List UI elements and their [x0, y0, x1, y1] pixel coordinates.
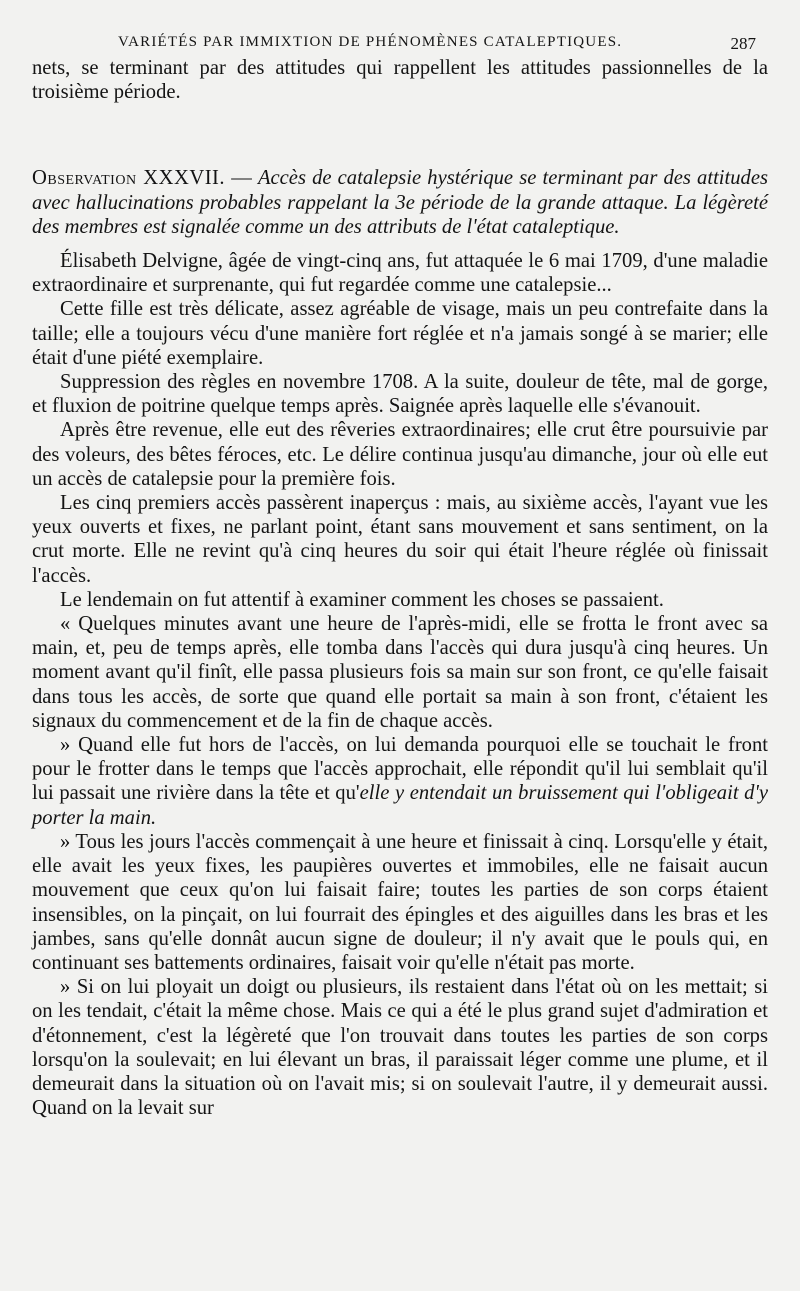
spacer	[32, 239, 768, 249]
paragraph-text: » Quand elle fut hors de l'accès, on lui demanda pourquoi elle se touchait le front pour le frotter dans le temps que l'accès approchait, elle répondit qu'il lui semblait qu'il lui passait une rivière dans la tête et qu'	[32, 734, 768, 805]
running-head: VARIÉTÉS PAR IMMIXTION DE PHÉNOMÈNES CATALEPTIQUES.	[118, 34, 623, 50]
observation-title: Observation XXXVII.	[32, 167, 226, 190]
paragraph: « Quelques minutes avant une heure de l'après-midi, elle se frotta le front avec sa main, et, peu de temps après, elle tomba dans l'accès qui dura jusqu'à cinq heures. Un moment avant qu'il finît, elle passa plusieurs fois sa main sur son front, ce qu'elle faisait dans tous les accès, de sorte que quand elle portait sa main à son front, c'étaient les signaux du commencement et de la fin de chaque accès.	[32, 613, 768, 732]
spacer	[32, 104, 768, 166]
page-header	[32, 28, 768, 56]
paragraph-continued: nets, se terminant par des attitudes qui rappellent les attitudes passionnelles de la troisième période.	[32, 57, 768, 104]
paragraph-italic-text: elle y entendait un bruissement qui l'obligeait d'y porter la main.	[32, 782, 768, 829]
observation-dash: —	[225, 167, 258, 190]
paragraph: Cette fille est très délicate, assez agréable de visage, mais un peu contrefaite dans la taille; elle a toujours vécu d'une manière fort réglée et n'a jamais songé à se marier; elle était d'une piété exemplaire.	[32, 298, 768, 369]
paragraph: Suppression des règles en novembre 1708. A la suite, douleur de tête, mal de gorge, et fluxion de poitrine quelque temps après. Saignée après laquelle elle s'évanouit.	[32, 371, 768, 418]
page-number: 287	[730, 34, 756, 53]
paragraph: Après être revenue, elle eut des rêveries extraordinaires; elle crut être poursuivie par des voleurs, des bêtes féroces, etc. Le délire continua jusqu'au dimanche, jour où elle eut un accès de catalepsie pour la première fois.	[32, 419, 768, 490]
paragraph: » Si on lui ployait un doigt ou plusieurs, ils restaient dans l'état où on les mettait; si on les tendait, c'était la même chose. Mais ce qui a été le plus grand sujet d'admiration et d'étonnement, c'est la légèreté que l'on trouvait dans toutes les parties de son corps lorsqu'on la soulevait; en lui élevant un bras, il paraissait léger comme une plume, et il demeurait dans la situation où on l'avait mis; si on soulevait l'autre, il y demeurait aussi. Quand on la levait sur	[32, 976, 768, 1120]
paragraph: Élisabeth Delvigne, âgée de vingt-cinq ans, fut attaquée le 6 mai 1709, d'une maladie extraordinaire et surprenante, qui fut regardée comme une catalepsie...	[32, 250, 768, 297]
observation-description: Accès de catalepsie hystérique se terminant par des attitudes avec hallucinations probables rappelant la 3e période de la grande attaque. La légèreté des membres est signalée comme un des attributs de l'état cataleptique.	[32, 167, 768, 238]
paragraph: Le lendemain on fut attentif à examiner comment les choses se passaient.	[60, 588, 664, 611]
paragraph: » Tous les jours l'accès commençait à une heure et finissait à cinq. Lorsqu'elle y était, elle avait les yeux fixes, les paupières ouvertes et immobiles, elle ne faisait aucun mouvement que ceux qu'on lui faisait faire; toutes les parties de son corps étaient insensibles, on la pinçait, on lui fourrait des épingles et des aiguilles dans les bras et les jambes, sans qu'elle donnât aucun signe de douleur; il n'y avait que le pouls qui, en continuant ses battements ordinaires, faisait voir qu'elle n'était pas morte.	[32, 830, 768, 974]
body-text	[32, 56, 768, 1120]
paragraph	[32, 733, 768, 830]
paragraph: Les cinq premiers accès passèrent inaperçus : mais, au sixième accès, l'ayant vue les yeux ouverts et fixes, ne parlant point, étant sans mouvement et sans sentiment, on la crut morte. Elle ne revint qu'à cinq heures du soir qui était l'heure réglée où finissait l'accès.	[32, 492, 768, 587]
observation-heading	[32, 166, 768, 239]
